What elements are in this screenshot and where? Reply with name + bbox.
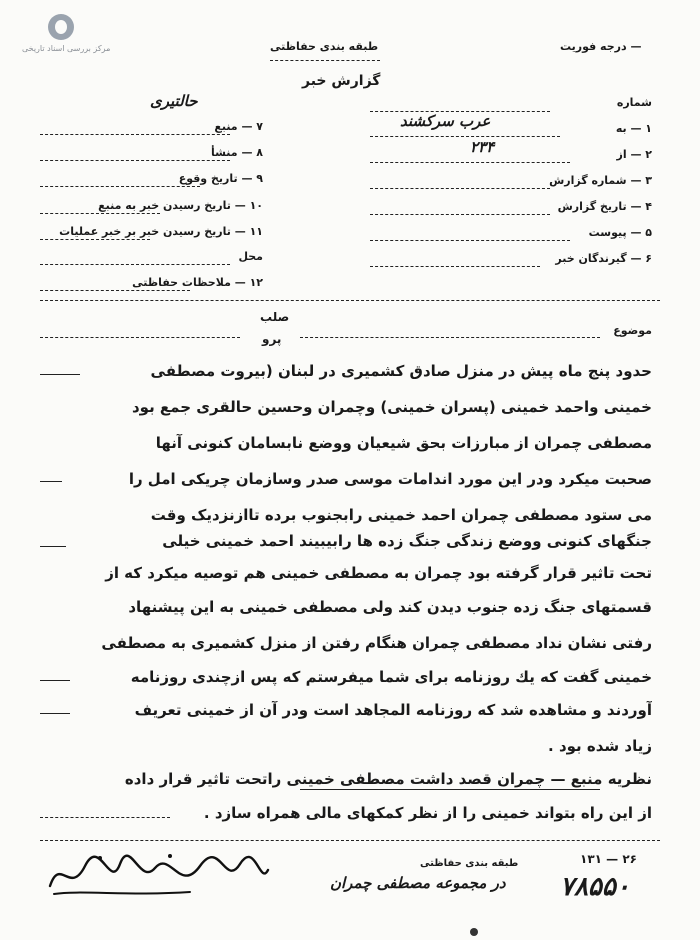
line-end-dash [40,680,70,681]
left-form-row-place: محل [238,250,263,263]
line-end-dash [40,817,170,818]
page-dot [470,928,478,936]
body-line-7: تحت تاثیر قرار گرفته بود چمران به مصطفی خمینی هم توصیه میکرد که از [105,564,652,582]
left-form-row-8: ۸ — منشأ [210,146,263,159]
line-end-dash [40,481,62,482]
subject-value-2: پرو [262,332,282,346]
body-line-11: آوردند و مشاهده شد که روزنامه المجاهد است ودر آن از خمینی تعریف [134,701,652,719]
left-form-line [40,290,190,291]
logo-caption: مرکز بررسی اسناد تاریخی [22,44,111,53]
source-name-handwritten: حالتیری [150,92,198,110]
left-form-line [40,160,230,161]
document-number: ۷۸۵۵۰ [560,872,630,902]
right-form-line [370,162,570,163]
subject-line [40,337,240,338]
classification-header: طبقه بندی حفاظتی [270,40,379,53]
right-form-line [370,188,550,189]
right-form-row-5: ۵ — پیوست [588,226,652,239]
line-end-dash [40,546,66,547]
right-form-row-6: ۶ — گیرندگان خبر [555,252,652,265]
left-form-line [40,239,150,240]
left-form-line [40,186,200,187]
conclusion-underline [300,789,600,790]
right-form-line [370,111,550,112]
right-form-row-1: ۱ — به [615,122,652,135]
handwritten-note: در مجموعه مصطفی چمران [330,874,506,892]
right-form-line [370,214,550,215]
header-divider [270,60,380,61]
conclusion-line-1: نظریه منبع — چمران قصد داشت مصطفی خمینی راتحت تاثیر قرار داده [124,770,652,788]
body-line-2: خمینی واحمد خمینی (پسران خمینی) وچمران وحسین حالقری جمع بود [131,398,652,416]
line-end-dash [40,374,80,375]
left-form-row-7: ۷ — منبع [214,120,263,133]
archive-logo [22,14,111,60]
footer-classification: طبقه بندی حفاظتی [420,858,519,869]
right-form-row-3: ۳ — شماره گزارش [549,174,652,187]
body-line-4: صحبت میکرد ودر این مورد اندامات موسی صدر وسازمان چریکی امل را [128,470,652,488]
subject-label: موضوع [613,324,652,337]
right-form-row-number: شماره [616,96,652,109]
body-line-10: خمینی گفت که یك روزنامه برای شما میفرستم که پس ازچندی روزنامه [130,668,652,686]
left-form-row-12: ۱۲ — ملاحظات حفاظتی [132,276,263,289]
archive-logo-icon [48,14,74,40]
section-divider [40,300,660,301]
line-end-dash [40,713,70,714]
body-line-1: حدود پنج ماه پیش در منزل صادق کشمیری در لبنان (بیروت مصطفی [150,362,652,380]
body-line-8: قسمتهای جنگ زده جنوب دیدن کند ولی مصطفی خمینی به این پیشنهاد [128,598,652,616]
body-line-9: رفتی نشان نداد مصطفی چمران هنگام رفتن از منزل کشمیری به مصطفی [101,634,652,652]
body-line-3: مصطفی چمران از مبارزات بحق شیعیان ووضع نابسامان کنونی آنها [155,434,652,452]
subject-value-1: صلب [260,310,290,324]
report-title: گزارش خبر [302,73,381,89]
right-form-line [370,240,570,241]
conclusion-line-2: از این راه بتواند خمینی را از نظر کمکهای مالی همراه سازد . [203,804,652,822]
from-value: ۲۳۴ [470,138,495,156]
footer-divider [40,840,660,841]
body-line-5: می ستود مصطفی چمران احمد خمینی رابجنوب برده تاازنزدیک وقت [150,506,652,524]
right-form-row-2: ۲ — از [616,148,652,161]
left-form-row-10: ۱۰ — تاریخ رسیدن خبر به منبع [98,199,263,212]
left-form-row-9: ۹ — تاریخ وقوع [178,172,263,185]
left-form-row-11: ۱۱ — تاریخ رسیدن خبر بر خبر عملیات [59,225,263,238]
left-form-line [40,213,160,214]
body-line-6: جنگهای کنونی ووضع زندگی جنگ زده ها رابیبیند احمد خمینی خیلی [162,532,652,550]
right-form-row-4: ۴ — تاریخ گزارش [557,200,652,213]
right-form-line [370,266,540,267]
left-form-line [40,264,230,265]
grade-label: — درجه فوریت [560,40,642,53]
signature-scribble [40,846,270,902]
left-form-line [40,134,230,135]
recipient-value: عرب سرکشند [400,112,491,130]
right-form-line [370,136,560,137]
ref-code: ۲۶ — ۱۳۱ [580,852,637,866]
body-line-12: زیاد شده بود . [548,737,652,755]
subject-line [300,337,600,338]
